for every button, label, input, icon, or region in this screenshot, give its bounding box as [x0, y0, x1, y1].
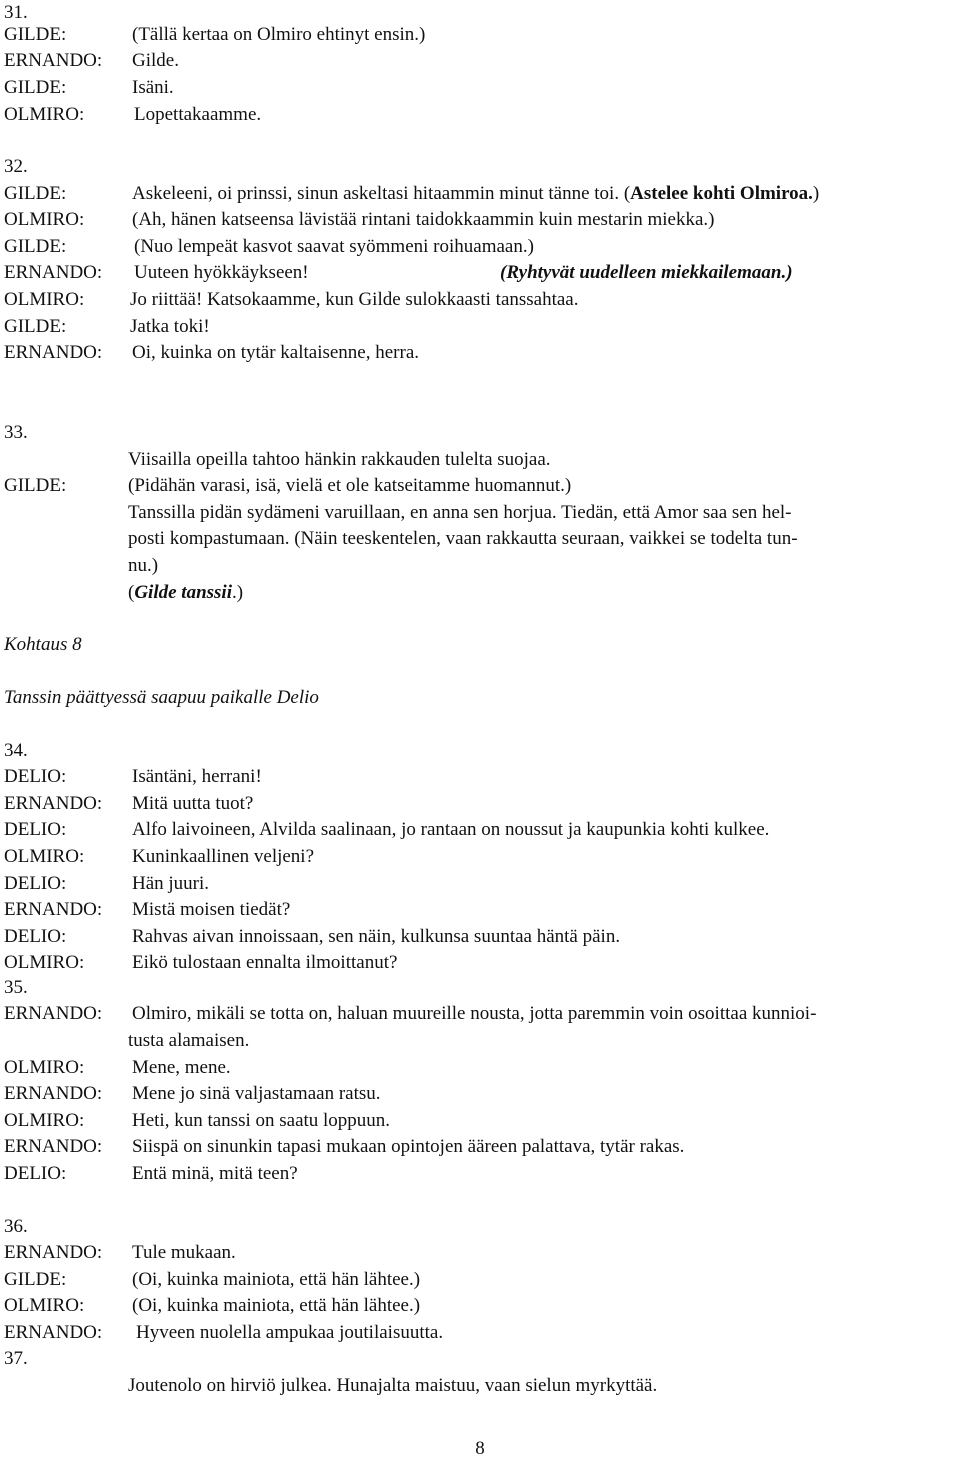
speaker: GILDE: — [4, 77, 67, 98]
dialogue-line — [4, 287, 579, 313]
line-text: Eikö tulostaan ennalta ilmoittanut? — [132, 952, 398, 973]
dialogue-line — [4, 1055, 231, 1081]
speaker: GILDE: — [4, 1269, 67, 1290]
speaker: ERNANDO: — [4, 1003, 103, 1024]
line-text: Lopettakaamme. — [134, 104, 262, 125]
stage-direction: Astelee kohti Olmiroa. — [630, 183, 813, 204]
speaker: DELIO: — [4, 926, 67, 947]
speaker: OLMIRO: — [4, 209, 85, 230]
line-text: Tule mukaan. — [132, 1242, 236, 1263]
verse-line: posti kompastumaan. (Näin teeskentelen, vaan rakkautta seuraan, vaikkei se todelta tun- — [128, 528, 798, 549]
line-text: Heti, kun tanssi on saatu loppuun. — [132, 1110, 391, 1131]
line-text: Mene jo sinä valjastamaan ratsu. — [132, 1083, 381, 1104]
dialogue-line — [4, 260, 793, 286]
line-text: Jatka toki! — [130, 316, 210, 337]
speaker: OLMIRO: — [4, 1057, 85, 1078]
paren: .) — [231, 582, 244, 603]
speaker: ERNANDO: — [4, 50, 103, 71]
line-text: Gilde. — [132, 50, 179, 71]
dialogue-line — [4, 207, 715, 233]
dialogue-line — [4, 791, 254, 817]
line-text: Kuninkaallinen veljeni? — [132, 846, 315, 867]
scene-number: 33. — [4, 422, 28, 443]
dialogue-line — [4, 75, 174, 101]
speaker: ERNANDO: — [4, 342, 103, 363]
speaker: GILDE: — [4, 236, 67, 257]
dialogue-line — [4, 1320, 444, 1346]
speaker: ERNANDO: — [4, 793, 103, 814]
speaker: DELIO: — [4, 1163, 67, 1184]
speaker: OLMIRO: — [4, 289, 85, 310]
line-text: Uuteen hyökkäykseen! — [134, 262, 309, 283]
dialogue-line — [4, 924, 621, 950]
stage-direction — [128, 580, 243, 606]
dialogue-line — [4, 1240, 236, 1266]
dialogue-line — [4, 1108, 391, 1134]
paren: ( — [128, 582, 135, 603]
dialogue-line — [4, 181, 820, 207]
verse-line: nu.) — [128, 555, 159, 576]
line-text-part: ) — [812, 183, 820, 204]
line-text: Hyveen nuolella ampukaa joutilaisuutta. — [136, 1322, 444, 1343]
speaker: OLMIRO: — [4, 1110, 85, 1131]
scene-heading: Kohtaus 8 — [4, 634, 82, 655]
speaker: OLMIRO: — [4, 846, 85, 867]
speaker: ERNANDO: — [4, 1136, 103, 1157]
line-text: Jo riittää! Katsokaamme, kun Gilde sulokkaasti tanssahtaa. — [130, 289, 579, 310]
speaker: ERNANDO: — [4, 1322, 103, 1343]
dialogue-line — [4, 1001, 817, 1027]
scene-number: 34. — [4, 740, 28, 761]
dialogue-line — [4, 817, 770, 843]
scene-number: 31. — [4, 2, 28, 23]
speaker: OLMIRO: — [4, 952, 85, 973]
dialogue-line — [4, 1267, 421, 1293]
scene-number: 37. — [4, 1348, 28, 1369]
speaker: GILDE: — [4, 316, 67, 337]
line-text-continuation: tusta alamaisen. — [128, 1030, 250, 1051]
page-number: 8 — [475, 1438, 485, 1459]
verse-line: (Pidähän varasi, isä, vielä et ole katseitamme huomannut.) — [128, 475, 572, 496]
speaker: GILDE: — [4, 475, 67, 496]
line-text — [132, 181, 819, 207]
verse-line: Tanssilla pidän sydämeni varuillaan, en anna sen horjua. Tiedän, että Amor saa sen hel- — [128, 502, 792, 523]
line-text: (Tällä kertaa on Olmiro ehtinyt ensin.) — [132, 24, 426, 45]
line-text: Rahvas aivan innoissaan, sen näin, kulkunsa suuntaa häntä päin. — [132, 926, 621, 947]
dialogue-line — [4, 897, 291, 923]
speaker: ERNANDO: — [4, 1083, 103, 1104]
line-text: Olmiro, mikäli se totta on, haluan muureille nousta, jotta paremmin voin osoittaa kunnioi- — [132, 1003, 817, 1024]
line-text: Mene, mene. — [132, 1057, 231, 1078]
scene-number: 32. — [4, 156, 28, 177]
line-text: Mitä uutta tuot? — [132, 793, 254, 814]
speaker: ERNANDO: — [4, 262, 103, 283]
line-text: Siispä on sinunkin tapasi mukaan opintojen ääreen palattava, tytär rakas. — [132, 1136, 685, 1157]
dialogue-line — [4, 1134, 685, 1160]
dialogue-line — [4, 234, 534, 260]
dialogue-line — [4, 871, 210, 897]
speaker: ERNANDO: — [4, 899, 103, 920]
line-text: Mistä moisen tiedät? — [132, 899, 291, 920]
line-text: (Nuo lempeät kasvot saavat syömmeni roihuamaan.) — [134, 236, 534, 257]
scene-number: 36. — [4, 1216, 28, 1237]
line-text: (Oi, kuinka mainiota, että hän lähtee.) — [132, 1295, 421, 1316]
line-text: (Ah, hänen katseensa lävistää rintani taidokkaammin kuin mestarin miekka.) — [132, 209, 715, 230]
line-text: Alfo laivoineen, Alvilda saalinaan, jo rantaan on noussut ja kaupunkia kohti kulkee. — [132, 819, 770, 840]
line-text: Isäni. — [132, 77, 174, 98]
speaker: DELIO: — [4, 766, 67, 787]
dialogue-line — [4, 1081, 381, 1107]
dialogue-line — [4, 340, 420, 366]
speaker: GILDE: — [4, 24, 67, 45]
dialogue-line — [4, 48, 179, 74]
scene-number: 35. — [4, 977, 28, 998]
dialogue-line — [4, 764, 262, 790]
line-text: (Oi, kuinka mainiota, että hän lähtee.) — [132, 1269, 421, 1290]
stage-direction: (Ryhtyvät uudelleen miekkailemaan.) — [500, 262, 793, 283]
dialogue-line — [4, 950, 398, 976]
dialogue-line — [4, 314, 210, 340]
speaker: ERNANDO: — [4, 1242, 103, 1263]
dialogue-line — [4, 1293, 421, 1319]
speaker: DELIO: — [4, 873, 67, 894]
dialogue-line — [4, 22, 426, 48]
dialogue-line — [4, 1161, 298, 1187]
stage-direction-text: Gilde tanssii — [134, 582, 232, 603]
speaker: OLMIRO: — [4, 1295, 85, 1316]
dialogue-line — [4, 102, 262, 128]
dialogue-line — [4, 844, 315, 870]
line-text: Hän juuri. — [132, 873, 210, 894]
scene-description: Tanssin päättyessä saapuu paikalle Delio — [4, 687, 319, 708]
speaker: GILDE: — [4, 183, 67, 204]
line-text: Oi, kuinka on tytär kaltaisenne, herra. — [132, 342, 420, 363]
speaker: DELIO: — [4, 819, 67, 840]
verse-line: Viisailla opeilla tahtoo hänkin rakkauden tulelta suojaa. — [128, 449, 551, 470]
line-text: Isäntäni, herrani! — [132, 766, 262, 787]
speaker: OLMIRO: — [4, 104, 85, 125]
line-text-part: Askeleeni, oi prinssi, sinun askeltasi hitaammin minut tänne toi. ( — [132, 183, 631, 204]
verse-line: Joutenolo on hirviö julkea. Hunajalta maistuu, vaan sielun myrkyttää. — [128, 1375, 658, 1396]
line-text: Entä minä, mitä teen? — [132, 1163, 298, 1184]
